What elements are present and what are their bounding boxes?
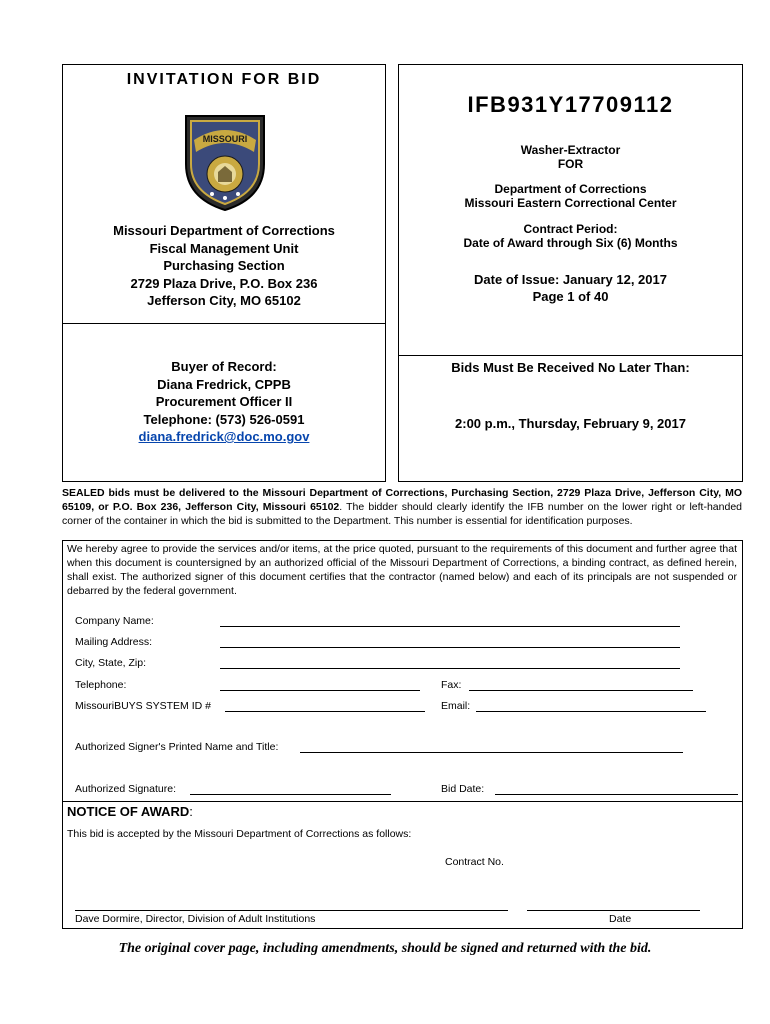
email-field[interactable] xyxy=(476,711,706,712)
company-label: Company Name: xyxy=(75,615,154,627)
agency-line-2: Fiscal Management Unit xyxy=(149,240,299,256)
buyer-block xyxy=(62,358,386,446)
award-heading-text: NOTICE OF AWARD xyxy=(67,804,190,819)
bid-date-field[interactable] xyxy=(495,794,738,795)
for-label: FOR xyxy=(557,157,584,171)
contract-no-label: Contract No. xyxy=(445,856,504,868)
contract-period: Date of Award through Six (6) Months xyxy=(463,236,678,250)
buyer-phone: Telephone: (573) 526-0591 xyxy=(143,411,305,427)
sealed-bold: SEALED bids must be delivered to the Missouri Department of Corrections, Purchasing Section, 2729 Plaza Drive, Jefferson City, MO 65109, or P.O. Box 236, Jefferson City, Missouri 65102 xyxy=(62,487,742,513)
right-divider xyxy=(398,355,743,356)
mailing-field[interactable] xyxy=(220,647,680,648)
fax-field[interactable] xyxy=(469,690,693,691)
signer-name-label: Authorized Signer's Printed Name and Title: xyxy=(75,741,279,753)
ifb-number: IFB931Y17709112 xyxy=(467,92,674,117)
company-field[interactable] xyxy=(220,626,680,627)
mailing-label: Mailing Address: xyxy=(75,636,153,648)
agency-line-3: Purchasing Section xyxy=(163,258,285,273)
sealed-rest: . The bidder should clearly identify the IFB number on the lower right or left-handed corner of the container in which the bid is submitted to the Department. This number is essential for identification purposes. xyxy=(62,501,742,527)
svg-text:MISSOURI: MISSOURI xyxy=(202,134,248,144)
buys-label: MissouriBUYS SYSTEM ID # xyxy=(75,700,211,712)
city-field[interactable] xyxy=(220,668,680,669)
signature-field[interactable] xyxy=(190,794,391,795)
director-name: Dave Dormire, Director, Division of Adult Institutions xyxy=(75,913,316,925)
buys-field[interactable] xyxy=(225,711,425,712)
award-date-line[interactable] xyxy=(527,910,700,911)
telephone-field[interactable] xyxy=(220,690,420,691)
telephone-label: Telephone: xyxy=(75,679,127,691)
deadline-time: 2:00 p.m., Thursday, February 9, 2017 xyxy=(455,416,686,431)
agency-line-1: Missouri Department of Corrections xyxy=(113,223,335,238)
bid-date-label: Bid Date: xyxy=(441,783,485,795)
right-details xyxy=(398,143,743,250)
ifb-heading: INVITATION FOR BID xyxy=(126,71,322,88)
fax-label: Fax: xyxy=(441,679,462,691)
agreement-text: We hereby agree to provide the services and/or items, at the price quoted, pursuant to the requirements of this document and further agree that when this document is countersigned by an authorized official of the Missouri Department of Corrections, a binding contract, as defined herein, shall exist. The authorized signer of this document certifies that the contractor (named below) and each of its principals are not suspended or debarred by the federal government. xyxy=(67,543,737,597)
signer-name-field[interactable] xyxy=(300,752,683,753)
facility-name: Missouri Eastern Correctional Center xyxy=(464,196,677,210)
page-count: Page 1 of 40 xyxy=(532,289,609,304)
agency-address xyxy=(62,222,386,310)
signature-label: Authorized Signature: xyxy=(75,783,176,795)
sealed-instructions xyxy=(62,486,742,528)
footer-note: The original cover page, including amendments, should be signed and returned with the bid. xyxy=(118,941,652,956)
contract-period-label: Contract Period: xyxy=(523,222,618,236)
dept-name: Department of Corrections xyxy=(494,182,647,196)
buyer-label: Buyer of Record: xyxy=(171,359,277,374)
agency-line-4: 2729 Plaza Drive, P.O. Box 236 xyxy=(130,275,318,291)
buyer-title: Procurement Officer II xyxy=(155,394,293,409)
buyer-email-link[interactable]: diana.fredrick@doc.mo.gov xyxy=(138,429,310,444)
award-heading xyxy=(67,804,193,819)
award-date-label: Date xyxy=(609,913,632,925)
item-name: Washer-Extractor xyxy=(520,143,621,157)
buyer-name: Diana Fredrick, CPPB xyxy=(157,376,291,392)
email-label: Email: xyxy=(441,700,471,712)
award-accepted: This bid is accepted by the Missouri Department of Corrections as follows: xyxy=(67,828,412,840)
city-label: City, State, Zip: xyxy=(75,657,146,669)
deadline-label: Bids Must Be Received No Later Than: xyxy=(451,360,690,375)
agency-line-5: Jefferson City, MO 65102 xyxy=(147,293,301,308)
missouri-doc-seal xyxy=(182,112,268,212)
award-heading-colon: : xyxy=(189,804,193,819)
issue-block xyxy=(398,271,743,305)
issue-date: Date of Issue: January 12, 2017 xyxy=(474,272,667,287)
director-signature-line[interactable] xyxy=(75,910,508,911)
